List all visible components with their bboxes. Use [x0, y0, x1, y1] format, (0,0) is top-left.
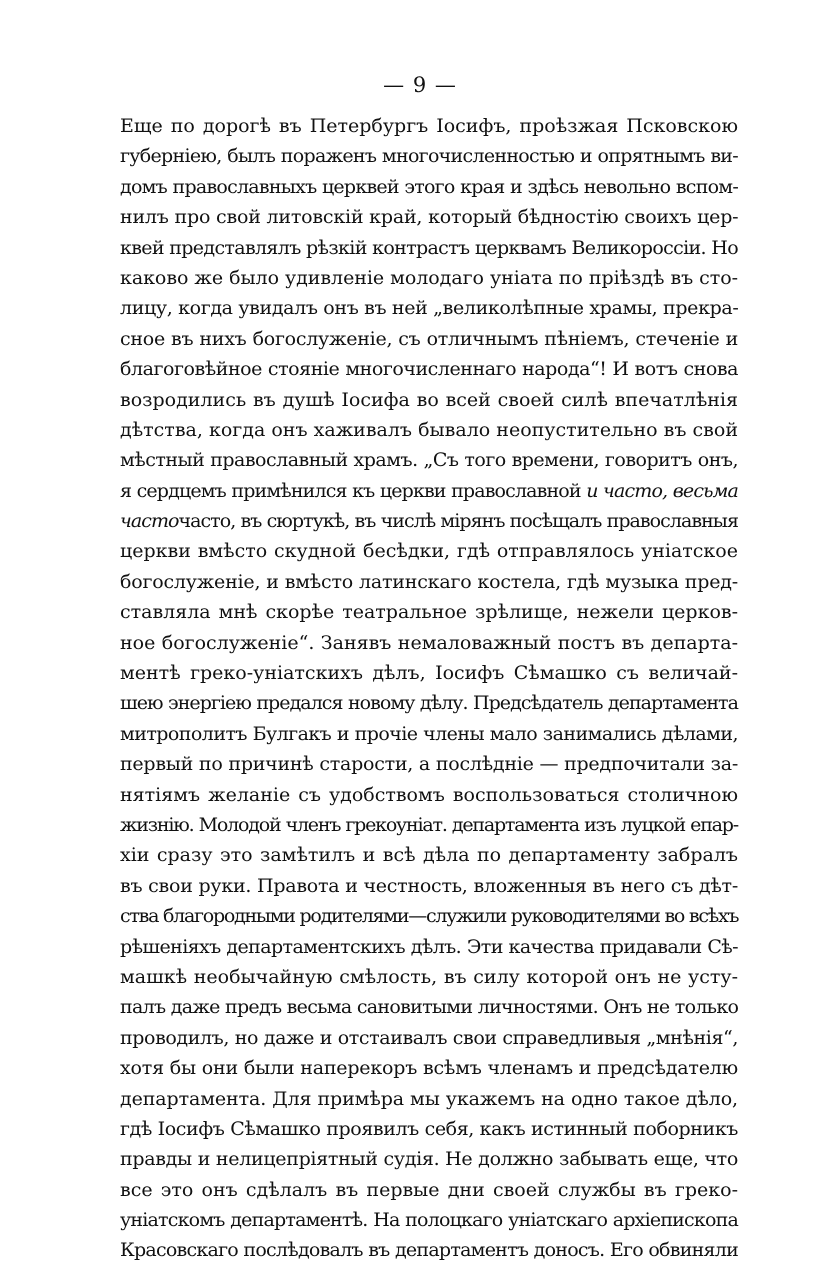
text-line: сное въ нихъ богослуженіе, съ отличнымъ пѣніемъ, стеченіе и	[120, 327, 738, 350]
text-line: Красовскаго послѣдовалъ въ департаментъ доносъ. Его обвиняли	[120, 1239, 738, 1262]
text-line: мѣстный православный храмъ. „Съ того времени, говоритъ онъ,	[120, 449, 738, 472]
text-line: правды и нелицепріятный судія. Не должно забывать еще, что	[120, 1148, 738, 1171]
regular-span: я сердцемъ примѣнился къ церкви православной	[120, 479, 587, 502]
text-line: церкви вмѣсто скудной бесѣдки, гдѣ отправлялось уніатское	[120, 540, 738, 563]
text-line: уніатскомъ департаментѣ. На полоцкаго уніатскаго архіепископа	[120, 1209, 738, 1232]
text-line: палъ даже предъ весьма сановитыми личностями. Онъ не только	[120, 996, 739, 1019]
text-line: въ свои руки. Правота и честность, вложенныя въ него съ дѣт-	[120, 874, 738, 897]
text-line: департамента. Для примѣра мы укажемъ на одно такое дѣло,	[120, 1087, 738, 1110]
text-line: ства благородными родителями—служили руководителями во всѣхъ	[120, 905, 739, 928]
text-line: ментѣ греко-уніатскихъ дѣлъ, Іосифъ Сѣмашко съ величай-	[120, 662, 738, 685]
text-line: нятіямъ желаніе съ удобствомъ воспользоваться столичною	[120, 783, 738, 806]
text-line: Еще по дорогѣ въ Петербургъ Іосифъ, проѣзжая Псковскою	[120, 115, 738, 137]
text-line: рѣшеніяхъ департаментскихъ дѣлъ. Эти качества придавали Сѣ-	[120, 935, 738, 958]
text-line: ставляла мнѣ скорѣе театральное зрѣлище, нежели церков-	[120, 601, 738, 624]
text-line: каково же было удивленіе молодаго уніата по пріѣздѣ въ сто-	[120, 266, 738, 289]
text-line: ное богослуженіе“. Занявъ немаловажный постъ въ департа-	[120, 631, 738, 654]
italic-span: часто	[120, 510, 179, 533]
body-text	[120, 111, 738, 1266]
text-line: нилъ про свой литовскій край, который бѣдностію своихъ цер-	[120, 206, 739, 229]
text-line: возродились въ душѣ Іосифа во всей своей силѣ впечатлѣнія	[120, 388, 738, 411]
text-line-mixed	[120, 476, 738, 506]
text-line: квей представлялъ рѣзкій контрастъ церквамъ Великороссіи. Но	[120, 236, 739, 259]
italic-span: и часто, весьма	[586, 479, 738, 502]
text-line: жизнію. Молодой членъ грекоуніат. департамента изъ луцкой епар-	[120, 813, 738, 836]
text-line: хіи сразу это замѣтилъ и всѣ дѣла по департаменту забралъ	[120, 844, 738, 867]
text-line: проводилъ, но даже и отстаивалъ свои справедливыя „мнѣнія“,	[120, 1026, 738, 1049]
regular-span: часто, въ сюртукѣ, въ числѣ мірянъ посѣщалъ православныя	[178, 510, 738, 533]
text-line: все это онъ сдѣлалъ въ первые дни своей службы въ греко-	[120, 1178, 738, 1201]
text-line: дѣтства, когда онъ хаживалъ бывало неопустительно въ свой	[120, 418, 738, 441]
text-line: первый по причинѣ старости, а послѣдніе — предпочитали за-	[120, 753, 738, 776]
text-line: шею энергіею предался новому дѣлу. Предсѣдатель департамента	[120, 692, 738, 715]
text-line: машкѣ необычайную смѣлость, въ силу которой онъ не усту-	[120, 965, 738, 988]
text-line: губерніею, былъ пораженъ многочисленностью и опрятнымъ ви-	[120, 145, 738, 168]
text-line: митрополитъ Булгакъ и прочіе члены мало занимались дѣлами,	[120, 722, 738, 745]
text-line: хотя бы они были наперекоръ всѣмъ членамъ и предсѣдателю	[120, 1057, 738, 1080]
text-line	[120, 506, 738, 536]
page-number: — 9 —	[383, 73, 457, 97]
text-line: благоговѣйное стояніе многочисленнаго народа“! И вотъ снова	[120, 358, 738, 381]
text-line: гдѣ Іосифъ Сѣмашко проявилъ себя, какъ истинный поборникъ	[120, 1117, 738, 1140]
text-line: богослуженіе, и вмѣсто латинскаго костела, гдѣ музыка пред-	[120, 570, 738, 593]
text-line: лицу, когда увидалъ онъ въ ней „великолѣпные храмы, прекра-	[120, 297, 739, 320]
text-line: домъ православныхъ церквей этого края и здѣсь невольно вспом-	[120, 175, 738, 198]
